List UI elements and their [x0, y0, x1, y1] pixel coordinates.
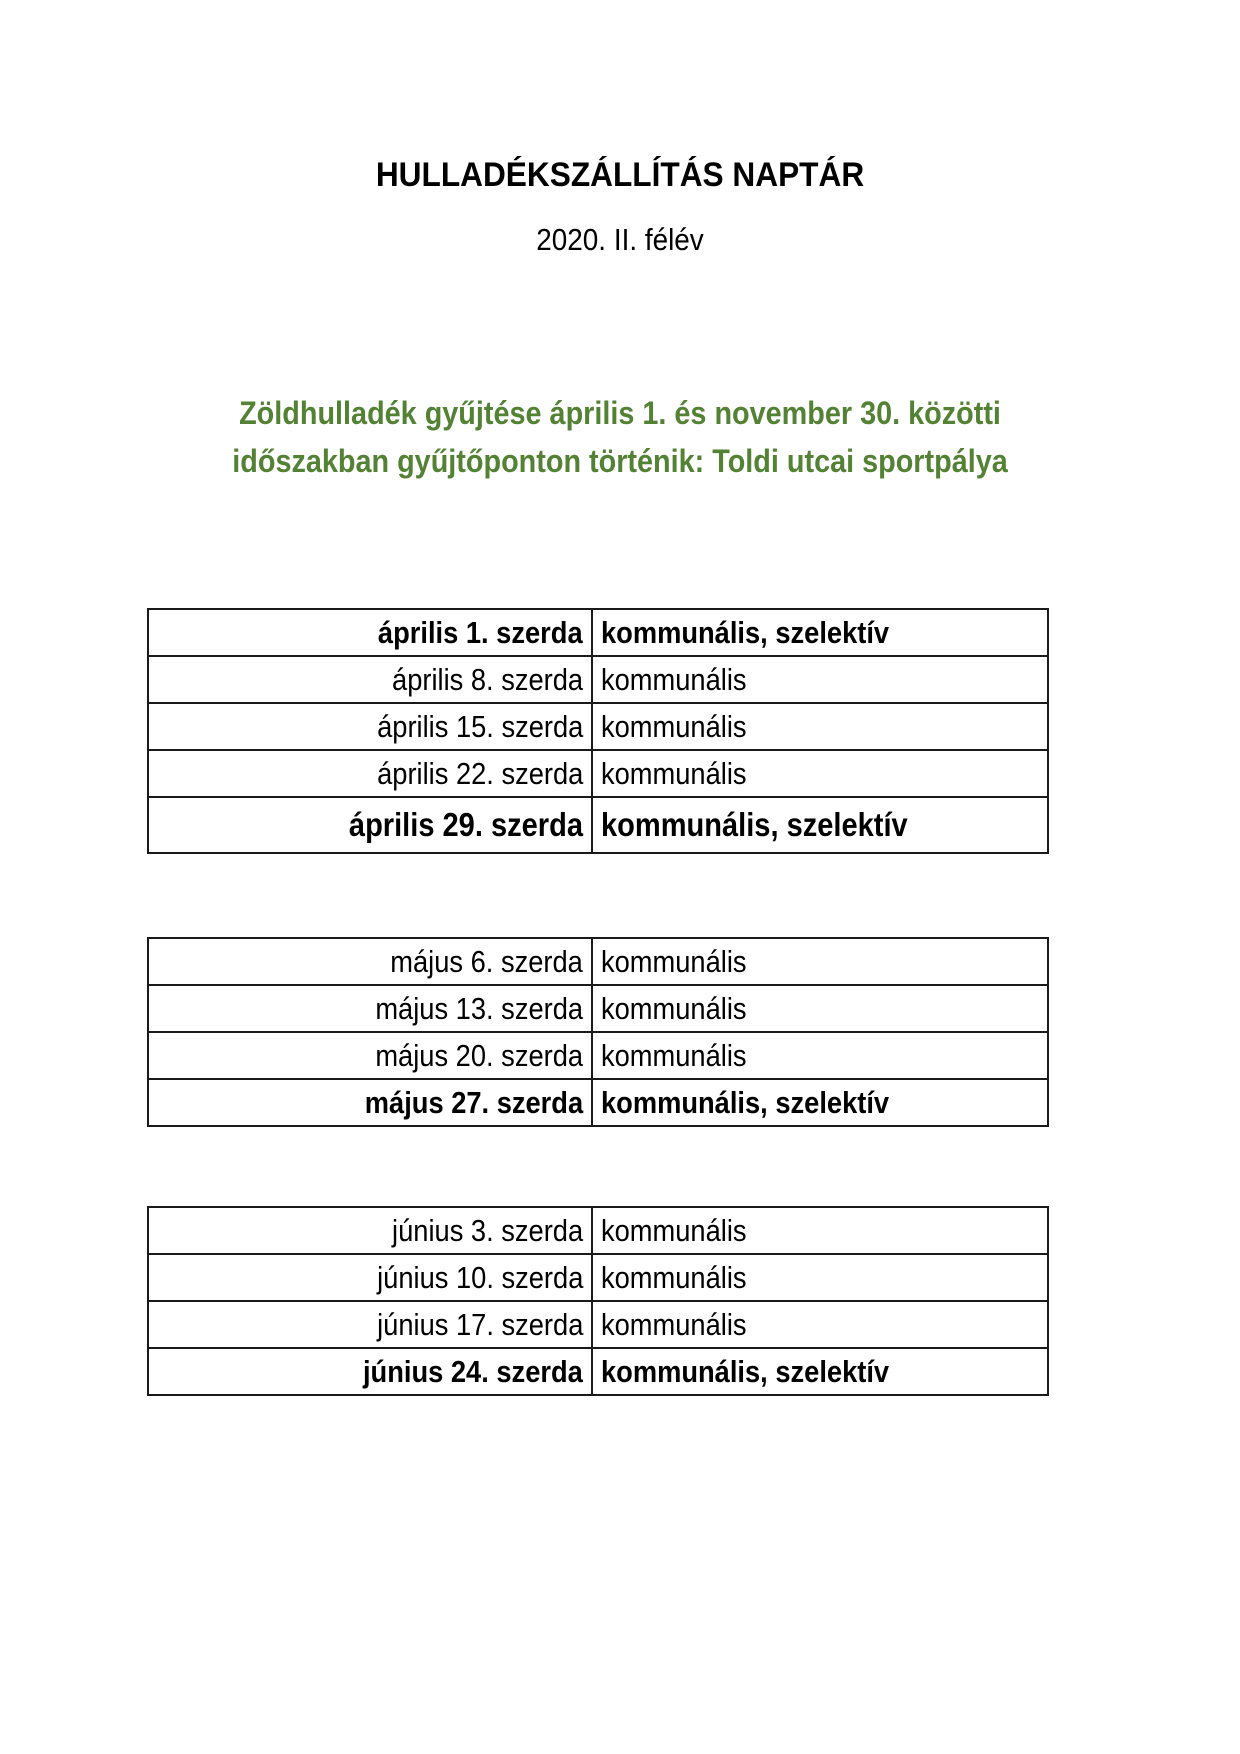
- date-cell: június 10. szerda: [148, 1254, 592, 1301]
- waste-type-cell: kommunális: [592, 985, 1048, 1032]
- waste-type-cell: kommunális: [592, 1032, 1048, 1079]
- date-cell: május 6. szerda: [148, 938, 592, 985]
- table-row: [148, 1301, 1048, 1348]
- table-row: [148, 1079, 1048, 1126]
- date-cell: május 27. szerda: [148, 1079, 592, 1126]
- table-row: [148, 1207, 1048, 1254]
- document-title: HULLADÉKSZÁLLÍTÁS NAPTÁR: [375, 156, 865, 194]
- table-row: [148, 797, 1048, 853]
- waste-type-cell: kommunális, szelektív: [592, 797, 1048, 853]
- waste-type-cell: kommunális, szelektív: [592, 1079, 1048, 1126]
- table-row: [148, 938, 1048, 985]
- schedule-table-may: [147, 937, 1049, 1127]
- table-row: [148, 609, 1048, 656]
- waste-type-cell: kommunális, szelektív: [592, 609, 1048, 656]
- date-cell: április 8. szerda: [148, 656, 592, 703]
- waste-type-cell: kommunális: [592, 938, 1048, 985]
- date-cell: június 3. szerda: [148, 1207, 592, 1254]
- table-row: [148, 985, 1048, 1032]
- waste-type-cell: kommunális: [592, 1301, 1048, 1348]
- waste-type-cell: kommunális, szelektív: [592, 1348, 1048, 1395]
- green-waste-notice: Zöldhulladék gyűjtése április 1. és november 30. közötti időszakban gyűjtőponton történik: Toldi utcai sportpálya: [232, 395, 1008, 479]
- date-cell: április 22. szerda: [148, 750, 592, 797]
- waste-type-cell: kommunális: [592, 703, 1048, 750]
- document-subtitle: 2020. II. félév: [536, 222, 704, 257]
- table-row: [148, 656, 1048, 703]
- date-cell: május 13. szerda: [148, 985, 592, 1032]
- date-cell: április 29. szerda: [148, 797, 592, 853]
- table-row: [148, 1254, 1048, 1301]
- waste-type-cell: kommunális: [592, 656, 1048, 703]
- waste-type-cell: kommunális: [592, 1254, 1048, 1301]
- date-cell: június 17. szerda: [148, 1301, 592, 1348]
- table-row: [148, 750, 1048, 797]
- schedule-table-june: [147, 1206, 1049, 1396]
- date-cell: május 20. szerda: [148, 1032, 592, 1079]
- table-row: [148, 1348, 1048, 1395]
- waste-type-cell: kommunális: [592, 750, 1048, 797]
- schedule-table-april: [147, 608, 1049, 854]
- date-cell: április 1. szerda: [148, 609, 592, 656]
- waste-type-cell: kommunális: [592, 1207, 1048, 1254]
- date-cell: június 24. szerda: [148, 1348, 592, 1395]
- table-row: [148, 703, 1048, 750]
- table-row: [148, 1032, 1048, 1079]
- date-cell: április 15. szerda: [148, 703, 592, 750]
